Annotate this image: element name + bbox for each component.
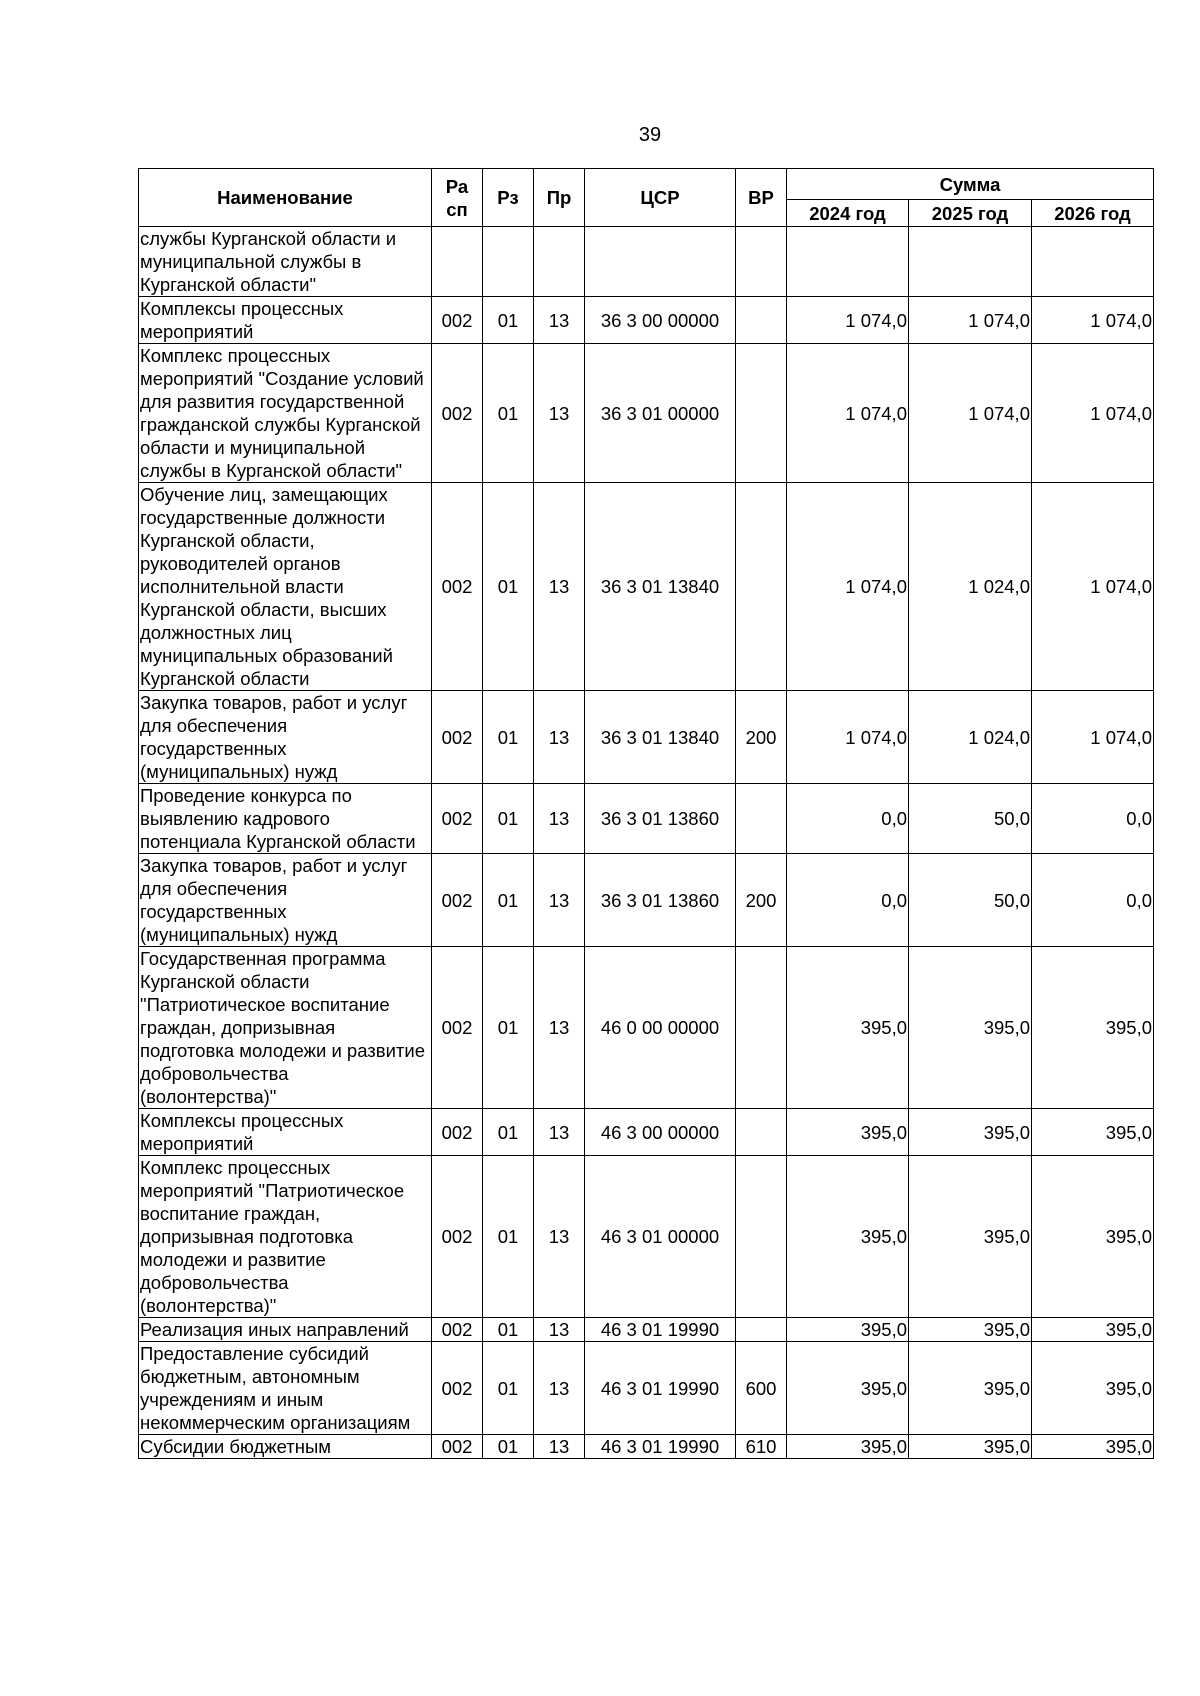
cell-name: Комплекс процессных мероприятий "Создание условий для развития государственной гражданской службы Курганской области и муниципальной службы в Курганской области"	[139, 344, 432, 483]
cell-rasp: 002	[432, 1156, 483, 1318]
cell-y2024: 1 074,0	[787, 691, 909, 784]
cell-vr	[736, 947, 787, 1109]
table-row	[139, 344, 1154, 483]
table-row	[139, 691, 1154, 784]
cell-rasp: 002	[432, 691, 483, 784]
cell-y2024: 0,0	[787, 784, 909, 854]
cell-csr: 36 3 01 13840	[585, 691, 736, 784]
cell-csr	[585, 227, 736, 297]
cell-y2025: 395,0	[909, 1109, 1032, 1156]
header-name: Наименование	[139, 169, 432, 227]
cell-csr: 46 3 01 19990	[585, 1318, 736, 1342]
cell-vr	[736, 1156, 787, 1318]
cell-rz: 01	[483, 344, 534, 483]
cell-rasp: 002	[432, 297, 483, 344]
cell-vr	[736, 344, 787, 483]
table-row	[139, 947, 1154, 1109]
cell-name: Предоставление субсидий бюджетным, автономным учреждениям и иным некоммерческим организациям	[139, 1342, 432, 1435]
cell-y2024: 395,0	[787, 1318, 909, 1342]
cell-rz: 01	[483, 1342, 534, 1435]
cell-name: Комплексы процессных мероприятий	[139, 297, 432, 344]
cell-y2025: 395,0	[909, 947, 1032, 1109]
cell-rasp: 002	[432, 1318, 483, 1342]
cell-rasp: 002	[432, 854, 483, 947]
cell-y2025: 395,0	[909, 1342, 1032, 1435]
cell-pr: 13	[534, 483, 585, 691]
cell-y2024: 395,0	[787, 1156, 909, 1318]
cell-y2025: 1 074,0	[909, 344, 1032, 483]
page-number: 39	[638, 124, 662, 146]
cell-vr: 610	[736, 1435, 787, 1459]
cell-pr	[534, 227, 585, 297]
budget-table	[138, 168, 1154, 1459]
cell-rasp: 002	[432, 1342, 483, 1435]
cell-name: Комплекс процессных мероприятий "Патриотическое воспитание граждан, допризывная подготовка молодежи и развитие добровольчества (волонтерства)"	[139, 1156, 432, 1318]
cell-name: Комплексы процессных мероприятий	[139, 1109, 432, 1156]
cell-pr: 13	[534, 297, 585, 344]
cell-y2024: 0,0	[787, 854, 909, 947]
cell-y2025: 50,0	[909, 854, 1032, 947]
cell-rasp: 002	[432, 784, 483, 854]
cell-y2025: 395,0	[909, 1435, 1032, 1459]
cell-csr: 46 3 00 00000	[585, 1109, 736, 1156]
cell-y2025	[909, 227, 1032, 297]
cell-rasp: 002	[432, 483, 483, 691]
cell-y2024: 395,0	[787, 1109, 909, 1156]
cell-y2026: 1 074,0	[1032, 297, 1154, 344]
cell-csr: 36 3 01 00000	[585, 344, 736, 483]
cell-rz: 01	[483, 947, 534, 1109]
cell-y2025: 395,0	[909, 1318, 1032, 1342]
table-row	[139, 1156, 1154, 1318]
cell-rz: 01	[483, 1435, 534, 1459]
cell-vr: 200	[736, 691, 787, 784]
cell-rz: 01	[483, 784, 534, 854]
cell-vr	[736, 784, 787, 854]
cell-rasp: 002	[432, 1435, 483, 1459]
table-row	[139, 854, 1154, 947]
cell-y2024: 395,0	[787, 947, 909, 1109]
cell-name: Государственная программа Курганской области "Патриотическое воспитание граждан, допризывная подготовка молодежи и развитие добровольчества (волонтерства)"	[139, 947, 432, 1109]
cell-y2026: 1 074,0	[1032, 344, 1154, 483]
cell-csr: 46 3 01 00000	[585, 1156, 736, 1318]
table-row	[139, 483, 1154, 691]
table-row	[139, 1435, 1154, 1459]
cell-vr	[736, 1318, 787, 1342]
cell-rz: 01	[483, 1109, 534, 1156]
cell-pr: 13	[534, 784, 585, 854]
cell-name: Закупка товаров, работ и услуг для обеспечения государственных (муниципальных) нужд	[139, 854, 432, 947]
header-csr: ЦСР	[585, 169, 736, 227]
cell-pr: 13	[534, 1342, 585, 1435]
cell-csr: 36 3 01 13840	[585, 483, 736, 691]
header-year-2025: 2025 год	[909, 200, 1032, 227]
cell-y2025: 1 074,0	[909, 297, 1032, 344]
cell-name: службы Курганской области и муниципальной службы в Курганской области"	[139, 227, 432, 297]
cell-pr: 13	[534, 344, 585, 483]
cell-y2024: 1 074,0	[787, 483, 909, 691]
cell-name: Реализация иных направлений	[139, 1318, 432, 1342]
cell-vr	[736, 297, 787, 344]
header-vr: ВР	[736, 169, 787, 227]
table-row	[139, 1318, 1154, 1342]
cell-rz: 01	[483, 1318, 534, 1342]
cell-pr: 13	[534, 1318, 585, 1342]
cell-csr: 46 0 00 00000	[585, 947, 736, 1109]
cell-pr: 13	[534, 1156, 585, 1318]
cell-y2026: 1 074,0	[1032, 691, 1154, 784]
cell-vr	[736, 483, 787, 691]
cell-rasp: 002	[432, 1109, 483, 1156]
cell-rz: 01	[483, 691, 534, 784]
header-year-2026: 2026 год	[1032, 200, 1154, 227]
cell-y2026: 395,0	[1032, 1318, 1154, 1342]
cell-vr: 200	[736, 854, 787, 947]
cell-csr: 46 3 01 19990	[585, 1342, 736, 1435]
cell-y2024: 395,0	[787, 1342, 909, 1435]
cell-rasp	[432, 227, 483, 297]
cell-pr: 13	[534, 947, 585, 1109]
cell-y2026: 395,0	[1032, 1156, 1154, 1318]
cell-pr: 13	[534, 854, 585, 947]
cell-rz: 01	[483, 483, 534, 691]
cell-name: Обучение лиц, замещающих государственные должности Курганской области, руководителей органов исполнительной власти Курганской области, высших должностных лиц муниципальных образований Курганской области	[139, 483, 432, 691]
header-pr: Пр	[534, 169, 585, 227]
table-row	[139, 297, 1154, 344]
cell-y2026: 395,0	[1032, 947, 1154, 1109]
cell-y2024: 1 074,0	[787, 297, 909, 344]
cell-rz: 01	[483, 1156, 534, 1318]
cell-csr: 36 3 01 13860	[585, 854, 736, 947]
cell-y2026: 0,0	[1032, 784, 1154, 854]
cell-y2024	[787, 227, 909, 297]
table-row	[139, 784, 1154, 854]
cell-y2026: 0,0	[1032, 854, 1154, 947]
cell-name: Закупка товаров, работ и услуг для обеспечения государственных (муниципальных) нужд	[139, 691, 432, 784]
cell-y2024: 395,0	[787, 1435, 909, 1459]
cell-rz	[483, 227, 534, 297]
cell-pr: 13	[534, 1435, 585, 1459]
cell-vr	[736, 1109, 787, 1156]
cell-y2026	[1032, 227, 1154, 297]
table-row	[139, 1342, 1154, 1435]
cell-y2025: 50,0	[909, 784, 1032, 854]
header-rasp: Ра сп	[432, 169, 483, 227]
table-body	[139, 227, 1154, 1459]
header-year-2024: 2024 год	[787, 200, 909, 227]
table-row	[139, 227, 1154, 297]
cell-rz: 01	[483, 854, 534, 947]
header-rz: Рз	[483, 169, 534, 227]
cell-csr: 36 3 01 13860	[585, 784, 736, 854]
table-row	[139, 1109, 1154, 1156]
cell-y2025: 395,0	[909, 1156, 1032, 1318]
cell-name: Проведение конкурса по выявлению кадрового потенциала Курганской области	[139, 784, 432, 854]
cell-y2026: 1 074,0	[1032, 483, 1154, 691]
cell-vr	[736, 227, 787, 297]
cell-rasp: 002	[432, 947, 483, 1109]
cell-pr: 13	[534, 691, 585, 784]
cell-vr: 600	[736, 1342, 787, 1435]
header-sum: Сумма	[787, 169, 1154, 200]
cell-csr: 36 3 00 00000	[585, 297, 736, 344]
cell-rz: 01	[483, 297, 534, 344]
cell-y2024: 1 074,0	[787, 344, 909, 483]
cell-csr: 46 3 01 19990	[585, 1435, 736, 1459]
cell-y2026: 395,0	[1032, 1342, 1154, 1435]
cell-pr: 13	[534, 1109, 585, 1156]
cell-y2025: 1 024,0	[909, 691, 1032, 784]
cell-name: Субсидии бюджетным	[139, 1435, 432, 1459]
cell-y2026: 395,0	[1032, 1435, 1154, 1459]
cell-y2025: 1 024,0	[909, 483, 1032, 691]
cell-y2026: 395,0	[1032, 1109, 1154, 1156]
cell-rasp: 002	[432, 344, 483, 483]
